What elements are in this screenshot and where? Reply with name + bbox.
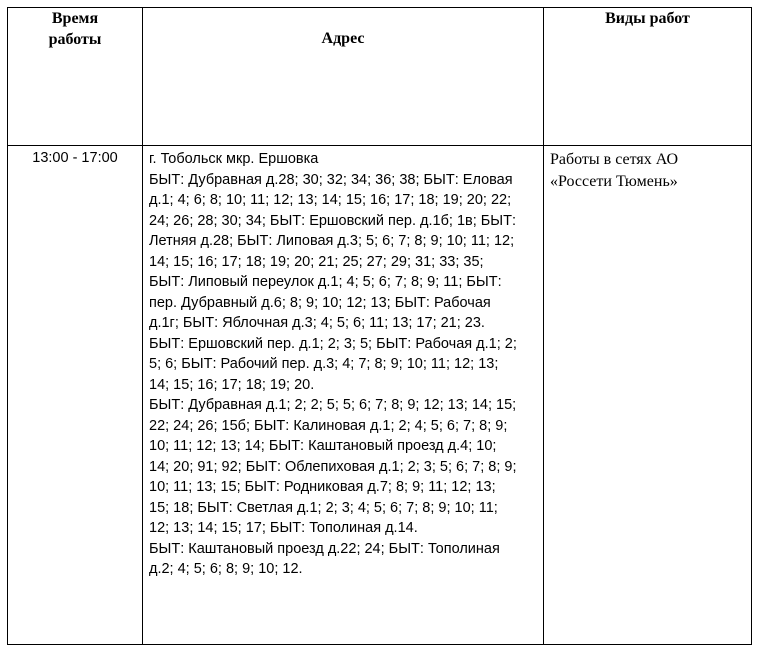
address-line: БЫТ: Ершовский пер. д.1; 2; 3; 5; БЫТ: Рабочая д.1; 2; xyxy=(149,335,517,352)
address-line: д.2; 4; 5; 6; 8; 9; 10; 12. xyxy=(149,561,303,577)
works-line-1: Работы в сетях АО xyxy=(550,151,679,168)
works-line-2: «Россети Тюмень» xyxy=(550,173,678,190)
address-line: 5; 6; БЫТ: Рабочий пер. д.3; 4; 7; 8; 9; 10; 11; 12; 13; xyxy=(149,356,499,372)
address-line: БЫТ: Каштановый проезд д.22; 24; БЫТ: Тополиная xyxy=(149,540,500,557)
address-line: г. Тобольск мкр. Ершовка xyxy=(149,151,319,167)
works-cell xyxy=(544,146,752,645)
address-line: 10; 11; 13; 15; БЫТ: Родниковая д.7; 8; 9; 11; 12; 13; xyxy=(149,479,496,495)
address-line: 14; 20; 91; 92; БЫТ: Облепиховая д.1; 2; 3; 5; 6; 7; 8; 9; xyxy=(149,458,517,475)
address-line: 12; 13; 14; 15; 17; БЫТ: Тополиная д.14. xyxy=(149,520,418,536)
address-line: Летняя д.28; БЫТ: Липовая д.3; 5; 6; 7; 8; 9; 10; 11; 12; xyxy=(149,233,515,249)
schedule-row xyxy=(8,146,752,645)
address-line: пер. Дубравный д.6; 8; 9; 10; 12; 13; БЫТ: Рабочая xyxy=(149,294,491,311)
address-line: д.1; 4; 6; 8; 10; 11; 12; 13; 14; 15; 16; 17; 18; 19; 20; 22; xyxy=(149,192,512,208)
address-line: 15; 18; БЫТ: Светлая д.1; 2; 3; 4; 5; 6; 7; 8; 9; 10; 11; xyxy=(149,499,498,516)
schedule-table xyxy=(7,7,752,645)
address-cell xyxy=(143,146,544,645)
address-line: 14; 15; 16; 17; 18; 19; 20. xyxy=(149,376,315,393)
address-line: д.1г; БЫТ: Яблочная д.3; 4; 5; 6; 11; 13; 17; 21; 23. xyxy=(149,315,485,331)
address-line: БЫТ: Липовый переулок д.1; 4; 5; 6; 7; 8; 9; 11; БЫТ: xyxy=(149,274,502,290)
header-time-cell xyxy=(8,8,143,146)
header-works-cell: Виды работ xyxy=(544,8,752,146)
header-time-line-2: работы xyxy=(48,31,102,48)
address-line: 14; 15; 16; 17; 18; 19; 20; 21; 25; 27; 29; 31; 33; 35; xyxy=(149,253,484,270)
address-line: БЫТ: Дубравная д.28; 30; 32; 34; 36; 38; БЫТ: Еловая xyxy=(149,171,513,188)
time-cell: 13:00 - 17:00 xyxy=(8,146,143,645)
address-line: БЫТ: Дубравная д.1; 2; 2; 5; 5; 6; 7; 8; 9; 12; 13; 14; 15; xyxy=(149,397,517,413)
header-address-cell: Адрес xyxy=(143,8,544,146)
address-line: 24; 26; 28; 30; 34; БЫТ: Ершовский пер. д.1б; 1в; БЫТ: xyxy=(149,212,517,229)
header-row xyxy=(8,8,752,146)
address-line: 10; 11; 12; 13; 14; БЫТ: Каштановый проезд д.4; 10; xyxy=(149,438,497,454)
header-time-line-1: Время xyxy=(51,10,99,27)
address-line: 22; 24; 26; 15б; БЫТ: Калиновая д.1; 2; 4; 5; 6; 7; 8; 9; xyxy=(149,417,508,434)
